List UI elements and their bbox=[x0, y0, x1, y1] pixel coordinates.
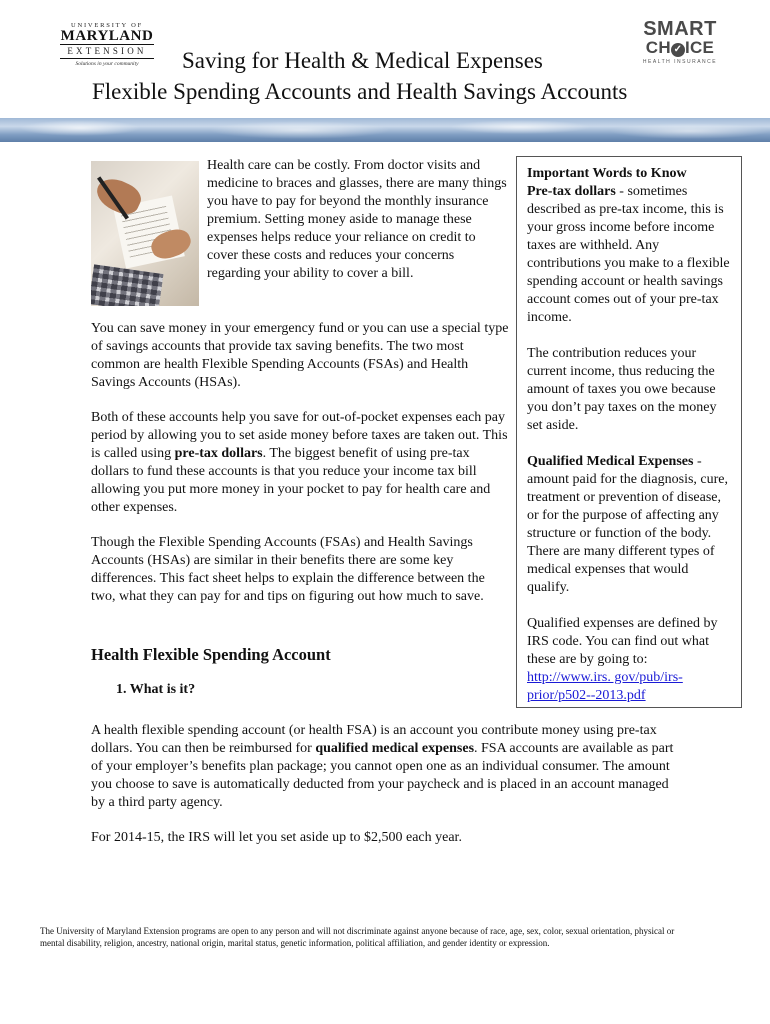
important-words-box bbox=[516, 156, 742, 708]
sc-logo-line2 bbox=[640, 39, 720, 57]
question-what-is-it: 1. What is it? bbox=[116, 682, 196, 697]
definition-pretax: Pre-tax dollars - sometimes described as pre-tax income, this is your gross income before income taxes are withheld. Any contributions you make to a flexible spending account or health savings account comes out of your pre-tax income. bbox=[527, 184, 730, 325]
paragraph-savings-accounts: You can save money in your emergency fund or you can use a special type of savings accounts that provide tax saving benefits. The two most common are health Flexible Spending Accounts (FSAs) and Health Savings Accounts (HSAs). bbox=[91, 321, 509, 390]
page-title: Saving for Health & Medical Expenses bbox=[182, 48, 543, 73]
pretax-dollars-bold: pre-tax dollars bbox=[174, 446, 263, 461]
paragraph-pretax: Both of these accounts help you save for out-of-pocket expenses each pay period by allowing you to set aside money before taxes are taken out. This is called using pre-tax dollars. The biggest benefit of using pre-tax dollars to fund these accounts is that you reduce your income tax bill allowing you put more money in your pocket to pay for health care and other expenses. bbox=[91, 410, 508, 515]
definition-pretax-continued: The contribution reduces your current income, thus reducing the amount of taxes you owe because you don’t pay taxes on the money set aside. bbox=[527, 346, 717, 433]
smart-choice-logo bbox=[640, 20, 720, 65]
sc-logo-line2b: ICE bbox=[684, 38, 715, 57]
umd-logo-line1: UNIVERSITY OF bbox=[70, 22, 144, 29]
definition-qualified-continued: Qualified expenses are defined by IRS code. You can find out what these are by going to: http://www.irs. gov/pub/irs-prior/p502--2013.pdf bbox=[527, 616, 718, 703]
paragraph-irs-limit: For 2014-15, the IRS will let you set aside up to $2,500 each year. bbox=[91, 830, 462, 845]
paragraph-differences: Though the Flexible Spending Accounts (FSAs) and Health Savings Accounts (HSAs) are similar in their benefits there are some key differences. This fact sheet helps to explain the difference between the two, what they can pay for and tips on figuring out how much to save. bbox=[91, 535, 485, 604]
sc-logo-line1: SMART bbox=[643, 18, 717, 40]
umd-logo-line3: EXTENSION bbox=[60, 45, 154, 59]
hands-paperwork-photo bbox=[91, 161, 199, 306]
paragraph-fsa-definition: A health flexible spending account (or health FSA) is an account you contribute money using pre-tax dollars. You can then be reimbursed for qualified medical expenses. FSA accounts are available as part of your employer’s benefits plan package; you cannot open one as an individual consumer. The amount you choose to save is automatically deducted from your paycheck and is placed in an account managed by a third party agency. bbox=[91, 723, 674, 810]
qualified-expenses-bold: qualified medical expenses bbox=[315, 741, 475, 756]
irs-link[interactable]: http://www.irs. gov/pub/irs-prior/p502--2013.pdf bbox=[527, 670, 683, 703]
umd-logo-line2: MARYLAND bbox=[60, 28, 154, 44]
definition-qualified: Qualified Medical Expenses - amount paid for the diagnosis, cure, treatment or prevention of disease, or for the purpose of affecting any structure or function of the body. There are many different types of medical expenses that would qualify. bbox=[527, 454, 729, 595]
sc-logo-sub: HEALTH INSURANCE bbox=[642, 59, 718, 65]
section-heading-fsa: Health Flexible Spending Account bbox=[91, 645, 331, 664]
checkmark-icon: ✓ bbox=[671, 43, 685, 57]
sidebar-heading: Important Words to Know bbox=[527, 166, 687, 181]
sky-banner bbox=[0, 118, 770, 142]
sc-logo-line2a: CH bbox=[645, 38, 671, 57]
umd-extension-logo bbox=[60, 22, 154, 67]
intro-paragraph: Health care can be costly. From doctor visits and medicine to braces and glasses, there are many things you have to pay for beyond the monthly insurance premium. Setting money aside to manage these expenses helps reduce your reliance on credit to cover these costs and reduces your concerns regarding your ability to cover a bill. bbox=[207, 158, 507, 281]
page-subtitle: Flexible Spending Accounts and Health Savings Accounts bbox=[92, 79, 628, 104]
nondiscrimination-footer: The University of Maryland Extension programs are open to any person and will not discriminate against anyone because of race, age, sex, color, sexual orientation, physical or mental disability, religion, ancestry, national origin, marital status, genetic information, political affiliation, and gender identity or expression. bbox=[40, 926, 675, 948]
umd-logo-tagline: Solutions in your community bbox=[75, 61, 139, 67]
